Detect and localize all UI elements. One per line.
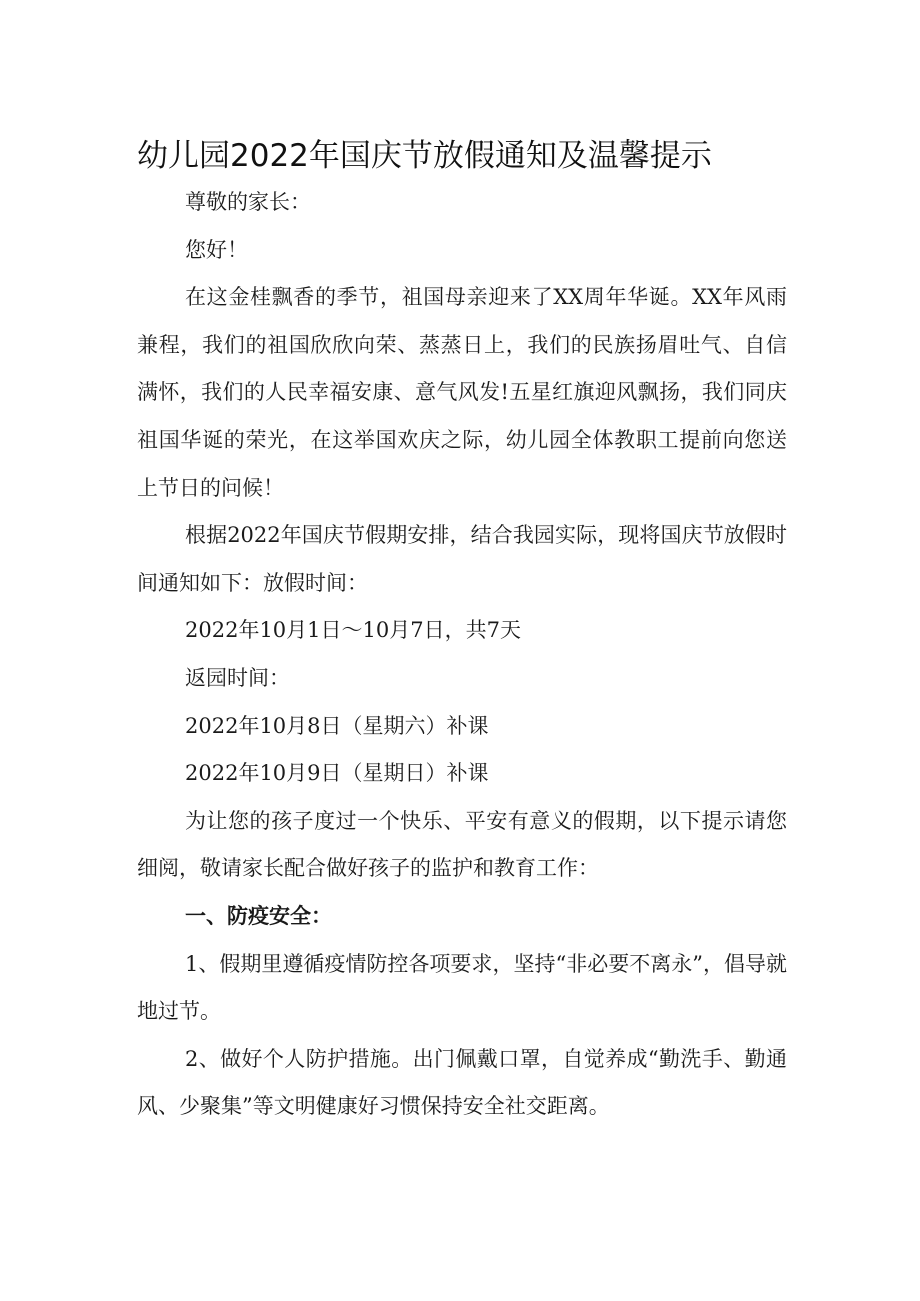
tip-item-1: 1、假期里遵循疫情防控各项要求，坚持“非必要不离永”，倡导就地过节。 <box>137 951 787 1024</box>
greeting: 您好！ <box>185 237 248 262</box>
section-heading-epidemic: 一、防疫安全： <box>185 903 332 928</box>
return-label: 返园时间： <box>185 665 290 690</box>
document-body <box>137 179 787 1131</box>
makeup-day-2: 2022年10月9日（星期日）补课 <box>185 761 489 786</box>
makeup-day-1: 2022年10月8日（星期六）补课 <box>185 713 489 738</box>
holiday-dates: 2022年10月1日～10月7日，共7天 <box>185 618 521 643</box>
tip-item-2: 2、做好个人防护措施。出门佩戴口罩，自觉养成“勤洗手、勤通风、少聚集”等文明健康好习惯保持安全社交距离。 <box>137 1046 787 1119</box>
document-title: 幼儿园2022年国庆节放假通知及温馨提示 <box>137 138 712 174</box>
intro-paragraph: 在这金桂飘香的季节，祖国母亲迎来了XX周年华诞。XX年风雨兼程，我们的祖国欣欣向荣、蒸蒸日上，我们的民族扬眉吐气、自信满怀，我们的人民幸福安康、意气风发!五星红旗迎风飘扬，我们同庆祖国华诞的荣光，在这举国欢庆之际，幼儿园全体教职工提前向您送上节日的问候！ <box>137 285 787 500</box>
tips-intro: 为让您的孩子度过一个快乐、平安有意义的假期，以下提示请您细阅，敬请家长配合做好孩子的监护和教育工作： <box>137 808 787 881</box>
notice-paragraph: 根据2022年国庆节假期安排，结合我园实际，现将国庆节放假时间通知如下：放假时间： <box>137 523 787 595</box>
salutation: 尊敬的家长： <box>185 190 311 214</box>
